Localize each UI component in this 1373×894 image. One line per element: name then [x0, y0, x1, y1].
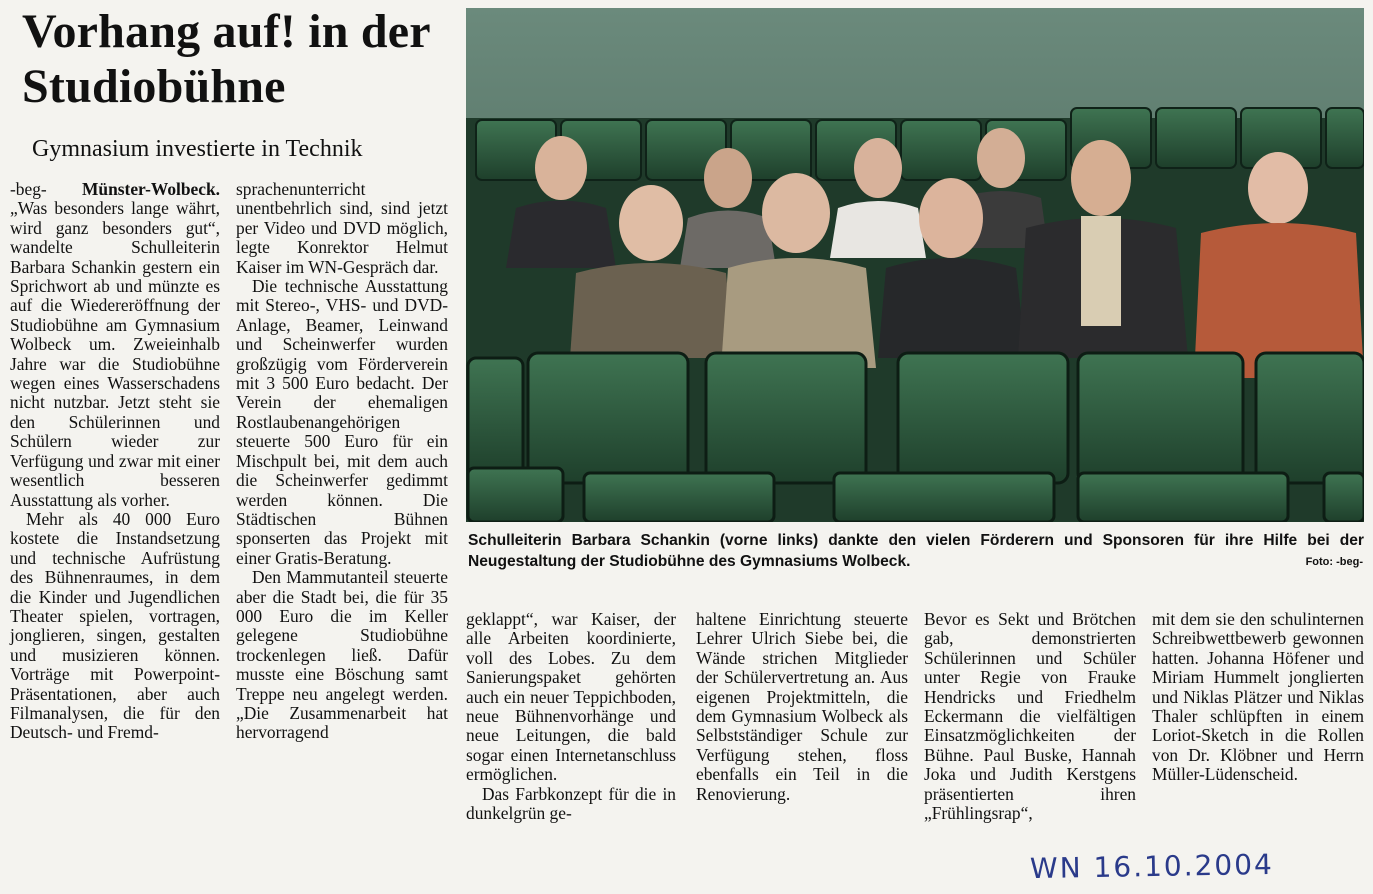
text-column-6 [1152, 610, 1364, 785]
photo-group-in-theatre-seats [466, 8, 1364, 522]
paragraph: Mehr als 40 000 Euro kostete die Instandsetzung und technische Aufrüstung des Bühnenraumes, in dem die Kinder und Jugendlichen Theater spielen, vortragen, jonglieren, singen, gestalten und musizieren können. Vorträge mit Powerpoint-Präsentationen, aber auch Filmanalysen, die für den Deutsch- und Fremd- [10, 508, 220, 743]
text-column-3 [466, 610, 676, 823]
paragraph: geklappt“, war Kaiser, der alle Arbeiten koordinierte, voll des Lobes. Zu dem Sanierungspaket gehörten auch ein neuer Teppichboden, neue Bühnenvorhänge und neue Leitungen, die bald sogar einen Internetanschluss ermöglichen. [466, 609, 676, 785]
paragraph: haltene Einrichtung steuerte Lehrer Ulrich Siebe bei, die Wände strichen Mitglieder der Schülervertretung an. Aus eigenen Projektmitteln, die dem Gymnasium Wolbeck als Selbstständiger Schule zur Verfügung stehen, floss ebenfalls ein Teil in die Renovierung. [696, 609, 908, 804]
paragraph: Die technische Ausstattung mit Stereo-, VHS- und DVD-Anlage, Beamer, Leinwand und Scheinwerfer wurden großzügig vom Förderverein mit 3 500 Euro bedacht. Der Verein der ehemaligen Rostlaubenangehörigen steuerte 500 Euro für ein Mischpult bei, mit dem auch die Scheinwerfer gedimmt werden können. Die Städtischen Bühnen sponserten das Projekt mit einer Gratis-Beratung. [236, 276, 448, 568]
photo-credit: Foto: -beg- [1305, 556, 1363, 568]
paragraph: Den Mammutanteil steuerte aber die Stadt bei, die für 35 000 Euro die im Keller gelegene Studiobühne trockenlegen ließ. Dafür musste eine Böschung samt Treppe neu angelegt werden. „Die Zusammenarbeit hat hervorragend [236, 567, 448, 743]
text-column-2 [236, 180, 448, 743]
article-photo [466, 8, 1364, 522]
text-column-4 [696, 610, 908, 804]
paragraph: mit dem sie den schulinternen Schreibwettbewerb gewonnen hatten. Johanna Höfener und Miriam Hummelt jonglierten und Niklas Plätzer und Niklas Thaler schlüpften in einem Loriot-Sketch in die Rollen von Dr. Klöbner und Herrn Müller-Lüdenscheid. [1152, 609, 1364, 785]
text-column-5 [924, 610, 1136, 823]
paragraph: sprachenunterricht unentbehrlich sind, sind jetzt per Video und DVD möglich, legte Konrektor Helmut Kaiser im WN-Gespräch dar. [236, 179, 448, 277]
author-tag: -beg- [10, 179, 47, 199]
subheadline: Gymnasium investierte in Technik [32, 136, 363, 162]
paragraph: Bevor es Sekt und Brötchen gab, demonstrierten Schülerinnen und Schüler unter Regie von Frauke Hendricks und Friedhelm Eckermann die vielfältigen Einsatzmöglichkeiten der Bühne. Paul Buske, Hannah Joka und Judith Kerstgens präsentierten ihren „Frühlingsrap“, [924, 609, 1136, 824]
paragraph: Das Farbkonzept für die in dunkelgrün ge- [466, 783, 676, 824]
lead-paragraph [10, 180, 220, 510]
photo-caption: Schulleiterin Barbara Schankin (vorne links) dankte den vielen Förderern und Sponsoren für ihre Hilfe bei der Neugestaltung der Studiobühne des Gymnasiums Wolbeck. [468, 532, 1364, 570]
headline: Vorhang auf! in der Studiobühne [22, 5, 430, 113]
date-stamp: WN 16.10.2004 [1029, 847, 1275, 886]
paragraph-text: „Was besonders lange währt, wird ganz besonders gut“, wandelte Schulleiterin Barbara Schankin gestern ein Sprichwort ab und münzte es auf die Wiedereröffnung der Studiobühne am Gymnasium Wolbeck um. Zweieinhalb Jahre war die Studiobühne wegen eines Wasserschadens nicht nutzbar. Jetzt steht sie den Schülerinnen und Schülern wieder zur Verfügung und zwar mit einer wesentlich besseren Ausstattung als vorher. [10, 198, 220, 510]
dateline: Münster-Wolbeck. [82, 179, 220, 199]
text-column-1 [10, 180, 220, 743]
